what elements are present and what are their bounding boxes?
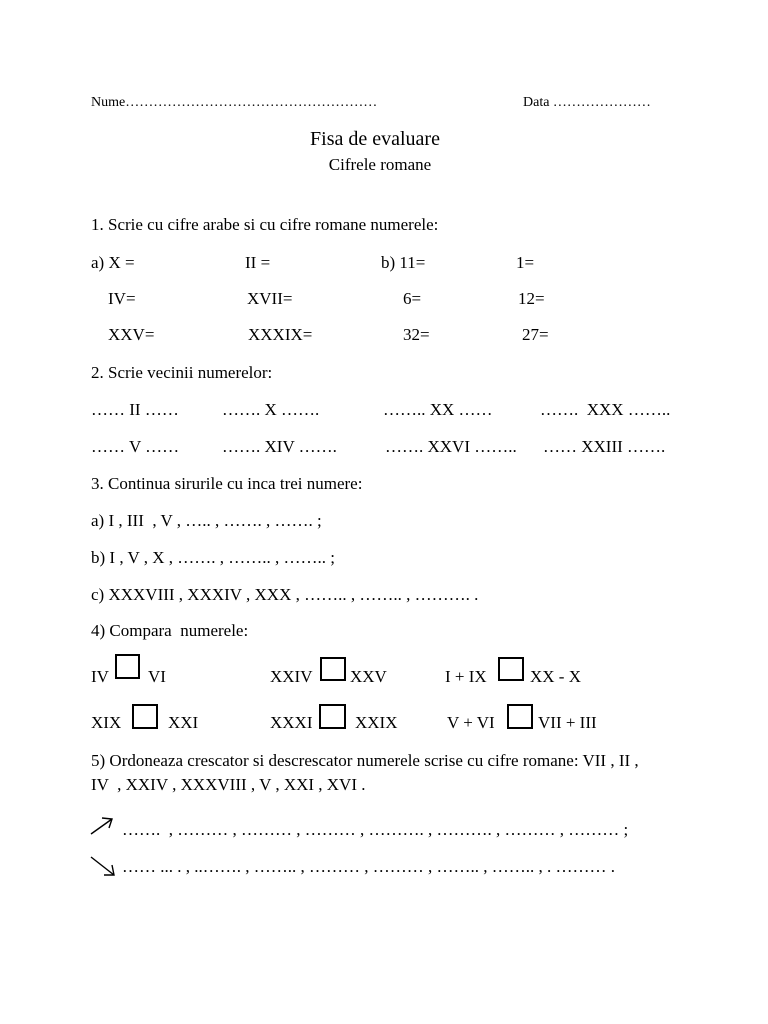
compare-left: XXIV [270, 667, 313, 686]
compare-right: XXI [168, 713, 199, 732]
compare-box[interactable] [507, 704, 533, 729]
arrow-down-right-icon [89, 854, 117, 878]
ex1-item: 27= [522, 325, 549, 344]
compare-right: VII + III [538, 713, 597, 732]
ex1-item: XVII= [247, 289, 293, 308]
compare-box[interactable] [319, 704, 346, 729]
ex1-item: IV= [108, 289, 136, 308]
compare-box[interactable] [498, 657, 524, 681]
ex5-heading: 5) Ordoneaza crescator si descrescator numerele scrise cu cifre romane: VII , II , [91, 751, 639, 770]
ex1-item: 1= [516, 253, 535, 272]
arrow-up-right-icon [89, 816, 115, 836]
ex1-item: XXXIX= [248, 325, 313, 344]
descending-line: …… ... . , ..……. , …….. , ……… , ……… , …….. , …….. , . ……… . [122, 857, 615, 876]
name-field: Nume……………………………………………… [91, 95, 378, 110]
ex2-item: …….. XX …… [383, 400, 493, 419]
ex1-heading: 1. Scrie cu cifre arabe si cu cifre romane numerele: [91, 215, 439, 234]
ex2-item: ……. XXVI …….. [385, 437, 517, 456]
ex3-line-a: a) I , III , V , ….. , ……. , ……. ; [91, 511, 322, 530]
ex1-item: b) 11= [381, 253, 426, 272]
ex2-item: ……. X ……. [222, 400, 320, 419]
ex3-heading: 3. Continua sirurile cu inca trei numere: [91, 474, 363, 493]
compare-box[interactable] [132, 704, 158, 729]
ex1-item: 6= [403, 289, 422, 308]
page-title: Fisa de evaluare [310, 128, 440, 150]
ex2-item: ……. XIV ……. [222, 437, 337, 456]
compare-left: XXXI [270, 713, 313, 732]
ex2-item: …… II …… [91, 400, 179, 419]
ex4-heading: 4) Compara numerele: [91, 621, 249, 640]
page-subtitle: Cifrele romane [328, 155, 432, 174]
date-field: Data ………………… [523, 95, 651, 110]
ascending-line: ……. , ……… , ……… , ……… , ………. , ………. , ……… , ……… ; [122, 820, 629, 839]
compare-left: I + IX [445, 667, 487, 686]
ex1-item: II = [245, 253, 271, 272]
compare-left: IV [91, 667, 109, 686]
ex1-item: XXV= [108, 325, 155, 344]
compare-right: XX - X [530, 667, 581, 686]
ex2-item: ……. XXX …….. [540, 400, 671, 419]
compare-right: VI [148, 667, 166, 686]
compare-left: V + VI [447, 713, 495, 732]
ex3-line-c: c) XXXVIII , XXXIV , XXX , …….. , …….. , ………. . [91, 585, 479, 604]
ex3-line-b: b) I , V , X , ……. , …….. , …….. ; [91, 548, 335, 567]
ex2-item: …… XXIII ……. [543, 437, 666, 456]
ex2-heading: 2. Scrie vecinii numerelor: [91, 363, 273, 382]
compare-right: XXV [350, 667, 387, 686]
ex5-heading-cont: IV , XXIV , XXXVIII , V , XXI , XVI . [91, 775, 366, 794]
ex1-item: 12= [518, 289, 545, 308]
compare-box[interactable] [115, 654, 140, 679]
compare-box[interactable] [320, 657, 346, 681]
ex1-item: a) X = [91, 253, 135, 272]
ex1-item: 32= [403, 325, 430, 344]
ex2-item: …… V …… [91, 437, 180, 456]
compare-left: XIX [91, 713, 122, 732]
compare-right: XXIX [355, 713, 398, 732]
